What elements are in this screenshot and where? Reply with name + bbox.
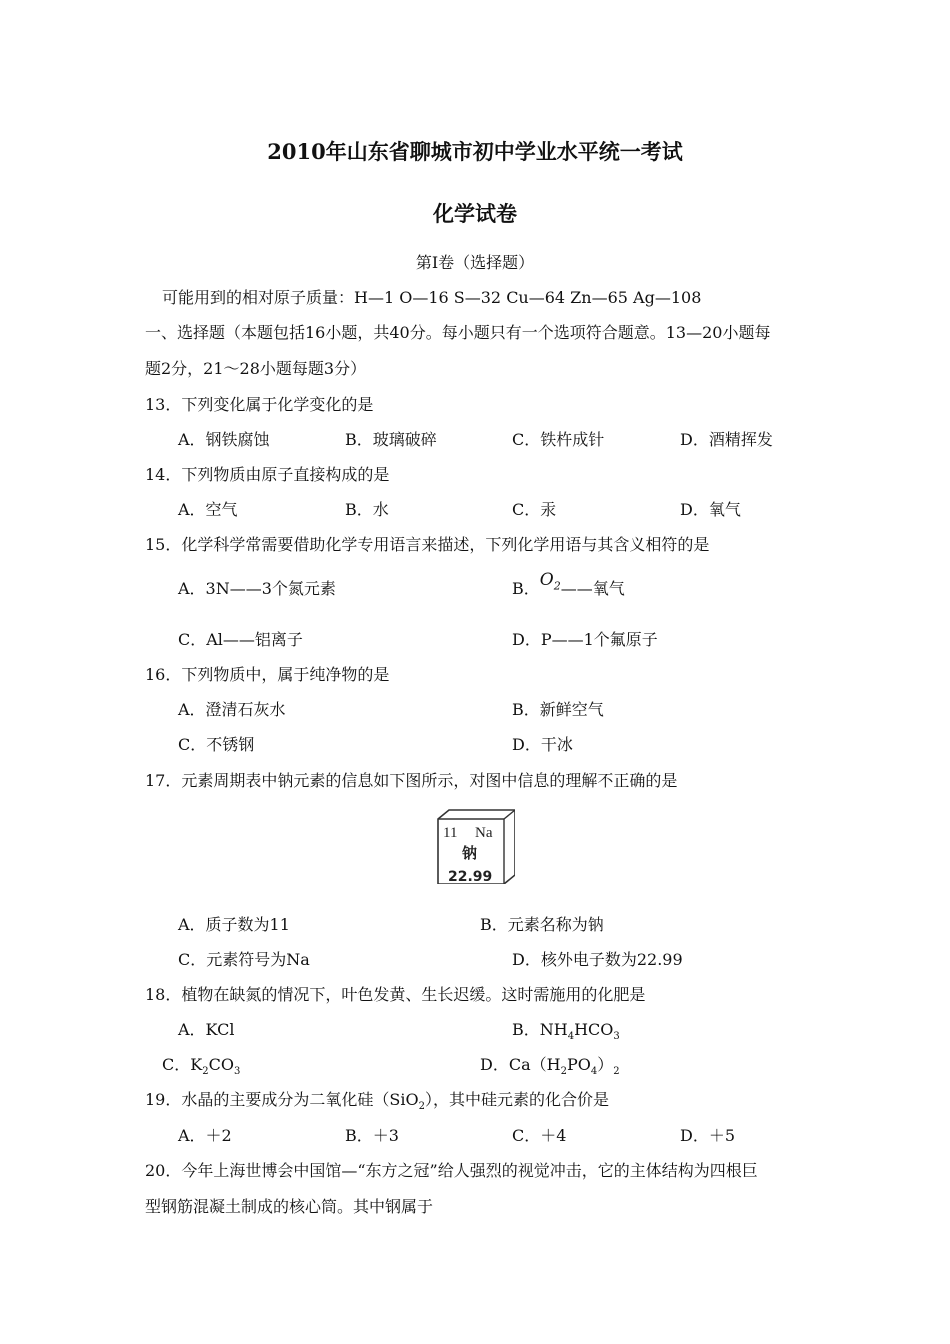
question-18-stem: 18．植物在缺氮的情况下，叶色发黄、生长迟缓。这时需施用的化肥是 — [145, 985, 646, 1004]
question-18-option-d: D．$Ca(H_2PO_4)_2$ — [480, 1055, 620, 1078]
question-15-option-d: D．P——1个氟原子 — [512, 630, 658, 649]
question-16-option-a: A．澄清石灰水 — [178, 700, 286, 719]
question-13-option-d: D．酒精挥发 — [680, 430, 773, 449]
question-16-option-c: C．不锈钢 — [178, 735, 255, 754]
question-15-stem: 15．化学科学常需要借助化学专用语言来描述，下列化学用语与其含义相符的是 — [145, 535, 710, 554]
question-16-option-b: B．新鲜空气 — [512, 700, 604, 719]
question-14-option-b: B．水 — [345, 500, 389, 519]
element-atomic-number: 11 — [443, 825, 458, 841]
question-19-stem: 19．水晶的主要成分为二氧化硅（SiO$_2$），其中硅元素的化合价是 — [145, 1090, 609, 1113]
atomic-masses: 可能用到的相对原子质量：H—1 O—16 S—32 Cu—64 Zn—65 Ag—108 — [162, 288, 702, 307]
option-meaning: ——氧气 — [560, 579, 625, 598]
periodic-table-cell-figure — [433, 808, 515, 884]
question-17-option-d: D．核外电子数为22.99 — [512, 950, 683, 969]
element-name: 钠 — [462, 844, 478, 862]
option-prefix: B． — [512, 579, 540, 598]
question-14-option-a: A．空气 — [178, 500, 238, 519]
question-13-stem: 13．下列变化属于化学变化的是 — [145, 395, 374, 414]
question-19-option-a: A．＋2 — [178, 1126, 232, 1145]
question-13-option-b: B．玻璃破碎 — [345, 430, 437, 449]
question-17-stem: 17．元素周期表中钠元素的信息如下图所示，对图中信息的理解不正确的是 — [145, 771, 678, 790]
question-18-option-b: B．$NH_4HCO_3$ — [512, 1020, 620, 1043]
oxygen-formula: $O_2$ — [539, 570, 561, 593]
question-13-option-a: A．钢铁腐蚀 — [178, 430, 270, 449]
question-17-option-a: A．质子数为11 — [178, 915, 290, 934]
question-19-option-c: C．＋4 — [512, 1126, 567, 1145]
instructions-line-1: 一、选择题（本题包括16小题，共40分。每小题只有一个选项符合题意。13—20小题每 — [145, 323, 771, 342]
paper-subtitle: 化学试卷 — [433, 201, 517, 226]
question-15-option-a: A．3N——3个氮元素 — [178, 579, 336, 598]
question-14-option-c: C．汞 — [512, 500, 557, 519]
section-heading: 第Ⅰ卷（选择题） — [415, 253, 535, 272]
question-15-option-c: C．Al——铝离子 — [178, 630, 303, 649]
question-16-stem: 16．下列物质中，属于纯净物的是 — [145, 665, 390, 684]
element-atomic-mass: 22.99 — [448, 869, 493, 884]
question-16-option-d: D．干冰 — [512, 735, 573, 754]
question-13-option-c: C．铁杵成针 — [512, 430, 605, 449]
instructions-line-2: 题2分，21～28小题每题3分） — [145, 359, 367, 378]
question-20-stem-line-1: 20．今年上海世博会中国馆—“东方之冠”给人强烈的视觉冲击，它的主体结构为四根巨 — [145, 1161, 758, 1180]
question-17-option-b: B．元素名称为钠 — [480, 915, 604, 934]
question-20-stem-line-2: 型钢筋混凝土制成的核心筒。其中钢属于 — [145, 1197, 434, 1216]
question-14-stem: 14．下列物质由原子直接构成的是 — [145, 465, 390, 484]
question-19-option-b: B．＋3 — [345, 1126, 399, 1145]
question-18-option-a: A．KCl — [178, 1020, 235, 1039]
question-19-option-d: D．＋5 — [680, 1126, 736, 1145]
question-18-option-c: C．$K_2CO_3$ — [162, 1055, 241, 1078]
question-17-option-c: C．元素符号为Na — [178, 950, 310, 969]
exam-title: 2010年山东省聊城市初中学业水平统一考试 — [267, 139, 683, 164]
element-symbol: Na — [475, 825, 493, 841]
question-14-option-d: D．氧气 — [680, 500, 741, 519]
question-15-option-b — [512, 570, 625, 599]
